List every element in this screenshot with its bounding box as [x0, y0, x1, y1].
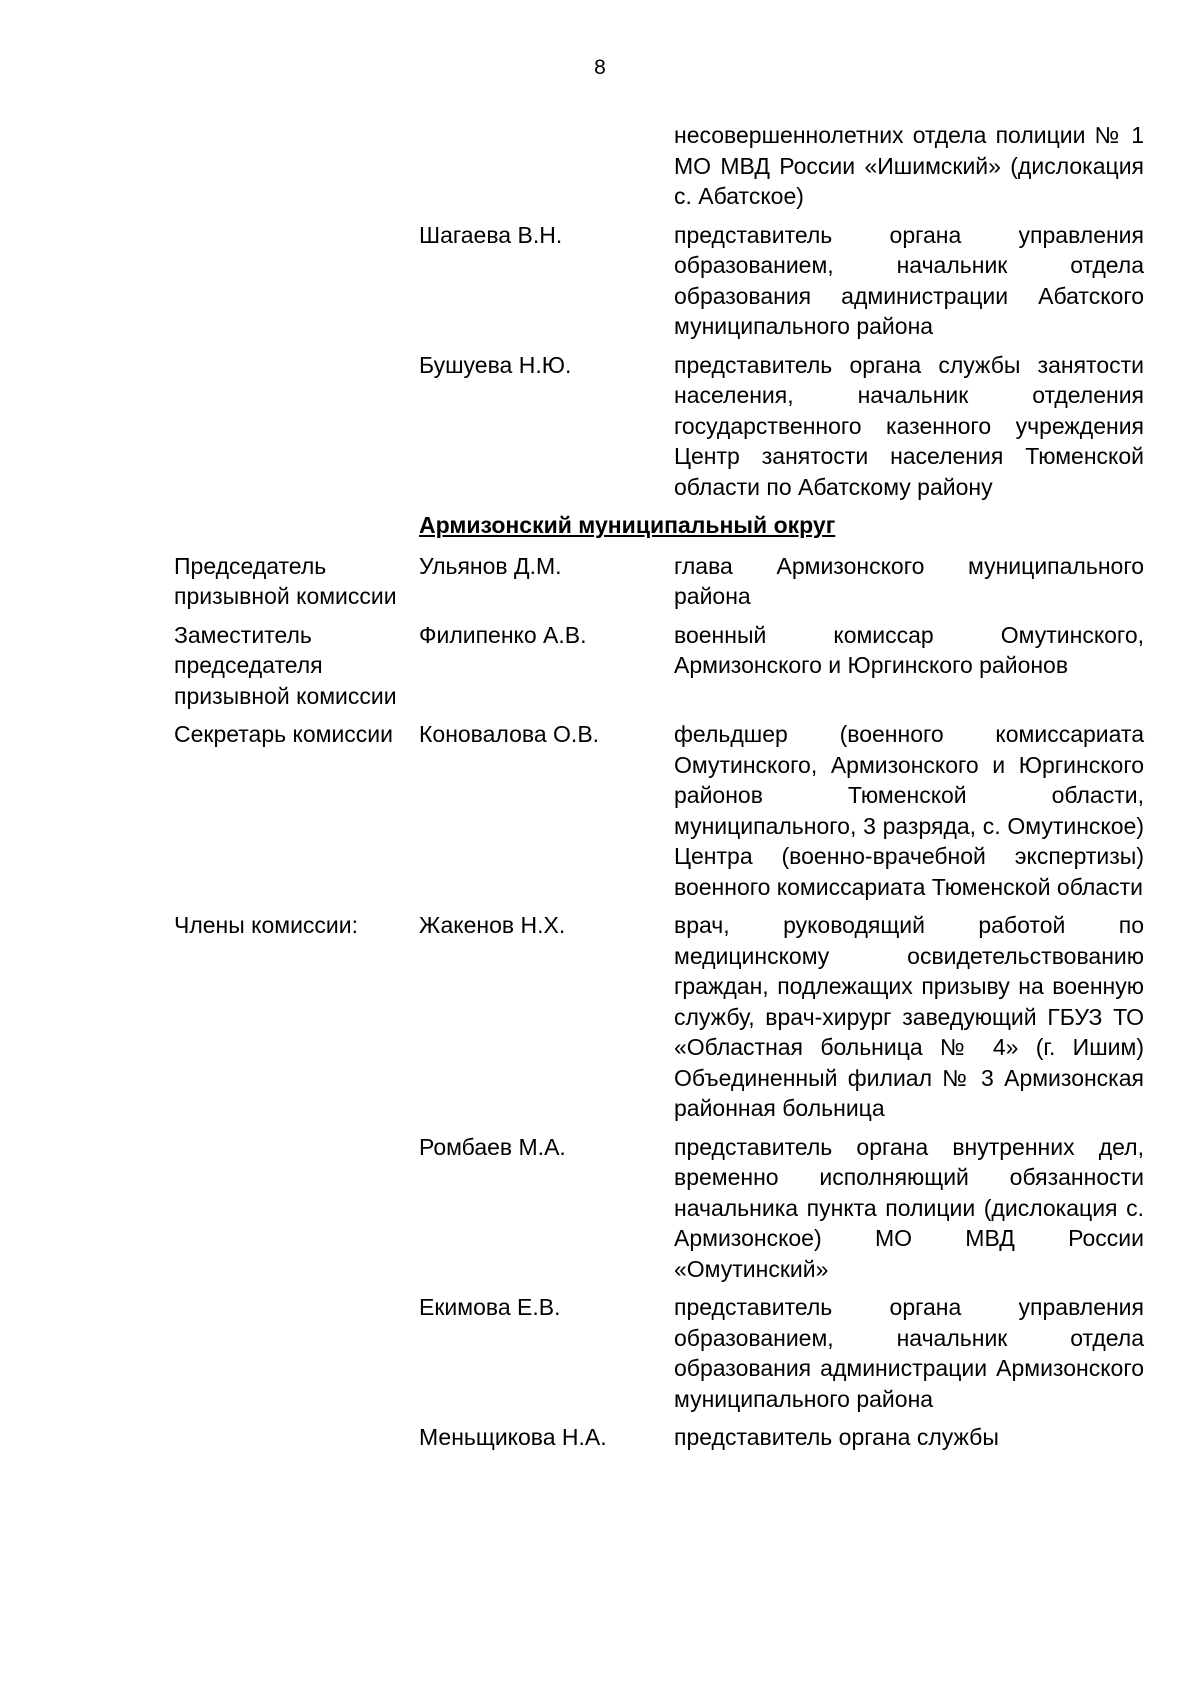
role-cell: Председатель призывной комиссии	[174, 552, 397, 609]
table-row	[174, 120, 1144, 212]
name-cell: Филипенко А.В.	[419, 621, 587, 648]
description-cell: глава Армизонского муниципального района	[674, 552, 1144, 609]
description-cell: представитель органа управления образованием, начальник отдела образования администрации Армизонского муниципального района	[674, 1294, 1144, 1412]
description-cell: представитель органа службы	[674, 1424, 999, 1450]
table-row	[174, 1132, 1144, 1285]
table-row	[174, 220, 1144, 342]
page-number: 8	[594, 56, 606, 79]
name-cell: Ульянов Д.М.	[419, 552, 562, 579]
description-cell: представитель органа службы занятости населения, начальник отделения государственного казенного учреждения Центр занятости населения Тюменской области по Абатскому району	[674, 351, 1144, 500]
role-cell: Секретарь комиссии	[174, 721, 393, 747]
description-cell: несовершеннолетних отдела полиции № 1 МО МВД России «Ишимский» (дислокация с. Абатское)	[674, 122, 1144, 209]
role-cell: Члены комиссии:	[174, 912, 359, 938]
table-row	[174, 910, 1144, 1124]
name-cell: Меньщикова Н.А.	[419, 1424, 607, 1450]
section-heading: Армизонский муниципальный округ	[419, 512, 836, 538]
name-cell: Коновалова О.В.	[419, 721, 600, 747]
name-cell: Шагаева В.Н.	[419, 221, 563, 248]
commission-table	[174, 120, 1144, 1461]
table-row	[174, 1422, 1144, 1453]
table-row	[174, 1292, 1144, 1414]
name-cell: Екимова Е.В.	[419, 1294, 561, 1320]
name-cell: Ромбаев М.А.	[419, 1133, 566, 1160]
table-row	[174, 350, 1144, 503]
description-cell: представитель органа управления образованием, начальник отдела образования администрации Абатского муниципального района	[674, 221, 1144, 339]
table-row	[174, 551, 1144, 612]
description-cell: фельдшер (военного комиссариата Омутинского, Армизонского и Юргинского районов Тюменской области, муниципального, 3 разряда, с. Омутинское) Центра (военно-врачебной экспертизы) военного комиссариата Тюменской области	[674, 721, 1144, 900]
table-row	[174, 719, 1144, 902]
description-cell: представитель органа внутренних дел, временно исполняющий обязанности начальника пункта полиции (дислокация с. Армизонское) МО МВД России «Омутинский»	[674, 1133, 1144, 1282]
description-cell: военный комиссар Омутинского, Армизонского и Юргинского районов	[674, 621, 1144, 678]
name-cell: Бушуева Н.Ю.	[419, 351, 572, 378]
role-cell: Заместитель председателя призывной комиссии	[174, 621, 397, 709]
description-cell: врач, руководящий работой по медицинскому освидетельствованию граждан, подлежащих призыву на военную службу, врач-хирург заведующий ГБУЗ ТО «Областная больница № 4» (г. Ишим) Объединенный филиал № 3 Армизонская районная больница	[674, 912, 1144, 1121]
table-row	[174, 620, 1144, 712]
name-cell: Жакенов Н.Х.	[419, 912, 566, 938]
